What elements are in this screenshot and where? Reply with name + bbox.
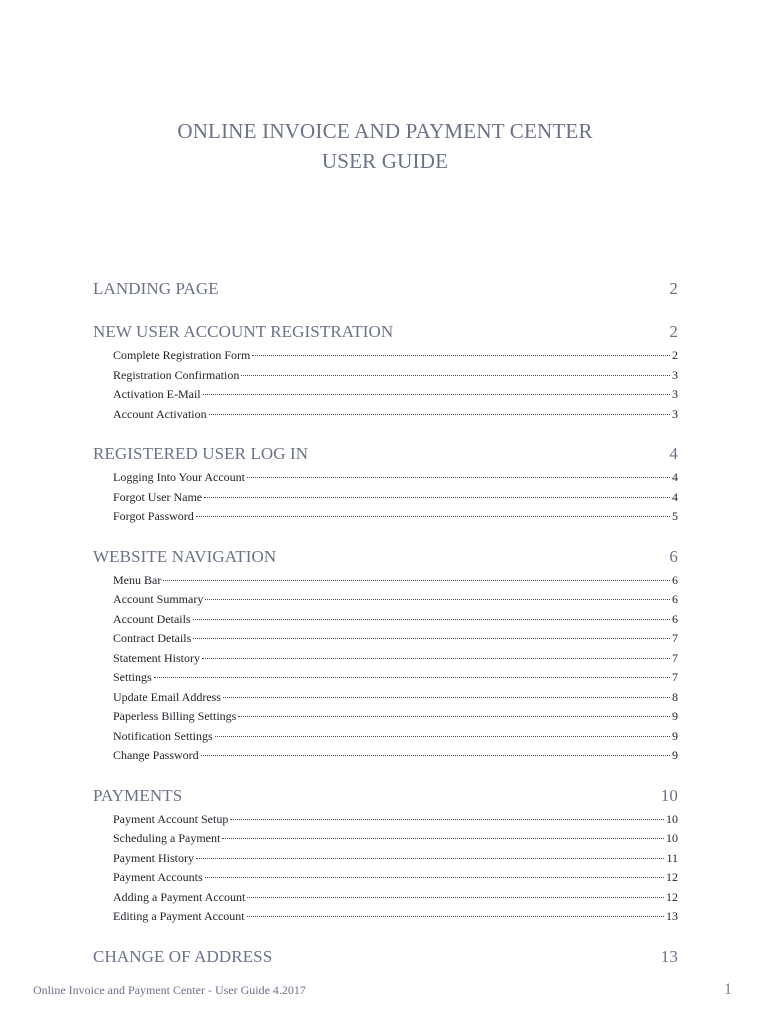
dot-leader xyxy=(241,375,670,376)
toc-section xyxy=(93,441,678,527)
dot-leader xyxy=(247,477,670,478)
dot-leader xyxy=(196,516,670,517)
toc-entry-label: Paperless Billing Settings xyxy=(113,709,237,723)
toc-entry-label: Forgot User Name xyxy=(113,489,203,504)
toc-entry-page: 3 xyxy=(672,367,678,382)
toc-entry[interactable] xyxy=(93,346,678,366)
toc-entry[interactable] xyxy=(93,629,678,649)
toc-section-title: NEW USER ACCOUNT REGISTRATION xyxy=(93,322,394,341)
toc-section-page: 2 xyxy=(669,322,678,341)
dot-leader xyxy=(196,858,664,859)
dot-leader xyxy=(202,658,670,659)
toc-entry[interactable] xyxy=(93,571,678,591)
dot-leader xyxy=(203,394,670,395)
toc-entry[interactable] xyxy=(93,829,678,849)
toc-entry-label: Contract Details xyxy=(113,631,192,645)
toc-entry-page: 7 xyxy=(672,631,678,645)
toc-entry[interactable] xyxy=(93,385,678,405)
toc-entry-page: 9 xyxy=(672,709,678,723)
toc-entry-label: Complete Registration Form xyxy=(113,348,251,362)
toc-entry[interactable] xyxy=(93,468,678,488)
toc-entry[interactable] xyxy=(93,590,678,610)
dot-leader xyxy=(205,877,664,878)
toc-entry-page: 11 xyxy=(666,850,678,865)
toc-entry-label: Adding a Payment Account xyxy=(113,889,246,904)
toc-section-page: 2 xyxy=(669,279,678,298)
toc-entry-page: 10 xyxy=(666,831,678,845)
toc-section-page: 13 xyxy=(660,946,678,966)
toc-section xyxy=(93,944,678,970)
dot-leader xyxy=(247,897,664,898)
toc-section-title: REGISTERED USER LOG IN xyxy=(93,444,309,463)
toc-entry-page: 4 xyxy=(672,470,678,484)
toc-entry-label: Statement History xyxy=(113,650,200,665)
toc-section xyxy=(93,783,678,927)
toc-entry-label: Account Details xyxy=(113,611,191,626)
toc-section-title: LANDING PAGE xyxy=(93,279,219,298)
toc-section-page: 10 xyxy=(660,785,678,805)
dot-leader xyxy=(215,736,670,737)
dot-leader xyxy=(252,355,670,356)
toc-entry-label: Update Email Address xyxy=(113,689,221,704)
toc-entry-label: Menu Bar xyxy=(113,572,162,587)
document-title-line-2: USER GUIDE xyxy=(321,149,449,173)
toc-section-heading[interactable] xyxy=(93,319,678,345)
toc-section-title: PAYMENTS xyxy=(93,785,183,805)
toc-entry[interactable] xyxy=(93,888,678,908)
toc-entry-page: 9 xyxy=(672,728,678,743)
toc-entry[interactable] xyxy=(93,868,678,888)
toc-entry-page: 10 xyxy=(666,811,678,826)
toc-entry[interactable] xyxy=(93,849,678,869)
toc-entry[interactable] xyxy=(93,405,678,425)
dot-leader xyxy=(209,414,670,415)
toc-entry-label: Notification Settings xyxy=(113,728,213,743)
dot-leader xyxy=(193,638,670,639)
toc-section xyxy=(93,544,678,766)
dot-leader xyxy=(223,697,670,698)
toc-entry[interactable] xyxy=(93,688,678,708)
toc-entry[interactable] xyxy=(93,668,678,688)
toc-section-heading[interactable] xyxy=(93,441,678,467)
toc-section-heading[interactable] xyxy=(93,276,678,302)
toc-entry-page: 5 xyxy=(672,509,678,523)
table-of-contents xyxy=(93,259,678,970)
toc-entry-label: Payment Account Setup xyxy=(113,811,229,826)
toc-entry-page: 3 xyxy=(672,406,678,421)
dot-leader xyxy=(193,619,670,620)
toc-section-heading[interactable] xyxy=(93,944,678,970)
toc-entry-label: Logging Into Your Account xyxy=(113,470,245,484)
toc-entry-label: Activation E-Mail xyxy=(113,387,201,401)
toc-entry-page: 12 xyxy=(666,889,678,904)
toc-entry-list xyxy=(93,571,678,766)
footer-page-number: 1 xyxy=(724,981,732,998)
toc-section-heading[interactable] xyxy=(93,783,678,809)
toc-entry-page: 2 xyxy=(672,348,678,362)
toc-entry-list xyxy=(93,468,678,527)
toc-section-page: 6 xyxy=(669,546,678,566)
toc-entry[interactable] xyxy=(93,366,678,386)
toc-entry-page: 6 xyxy=(672,572,678,587)
footer-text: Online Invoice and Payment Center - User Guide 4.2017 xyxy=(33,983,306,997)
toc-section-title: CHANGE OF ADDRESS xyxy=(93,946,273,966)
toc-entry-label: Account Summary xyxy=(113,592,204,606)
toc-entry-page: 7 xyxy=(672,670,678,684)
toc-section-title: WEBSITE NAVIGATION xyxy=(93,546,277,566)
toc-section xyxy=(93,276,678,302)
toc-section xyxy=(93,319,678,424)
toc-entry[interactable] xyxy=(93,610,678,630)
toc-entry[interactable] xyxy=(93,727,678,747)
dot-leader xyxy=(204,497,670,498)
toc-entry[interactable] xyxy=(93,507,678,527)
toc-section-heading[interactable] xyxy=(93,544,678,570)
dot-leader xyxy=(201,755,670,756)
dot-leader xyxy=(163,580,670,581)
dot-leader xyxy=(238,716,670,717)
toc-entry[interactable] xyxy=(93,707,678,727)
toc-entry-label: Forgot Password xyxy=(113,509,194,523)
dot-leader xyxy=(247,916,664,917)
toc-entry-list xyxy=(93,346,678,424)
toc-entry-page: 12 xyxy=(666,870,678,884)
toc-entry[interactable] xyxy=(93,907,678,927)
document-title-line-1: ONLINE INVOICE AND PAYMENT CENTER xyxy=(177,119,593,143)
toc-entry-page: 3 xyxy=(672,387,678,401)
toc-entry-page: 8 xyxy=(672,689,678,704)
toc-section-page: 4 xyxy=(669,444,678,463)
toc-entry[interactable] xyxy=(93,649,678,669)
toc-entry-label: Account Activation xyxy=(113,406,207,421)
toc-entry-page: 9 xyxy=(672,748,678,762)
toc-entry-label: Scheduling a Payment xyxy=(113,831,221,845)
dot-leader xyxy=(205,599,670,600)
toc-entry-page: 7 xyxy=(672,650,678,665)
dot-leader xyxy=(154,677,670,678)
toc-entry[interactable] xyxy=(93,810,678,830)
toc-entry-label: Payment History xyxy=(113,850,194,865)
dot-leader xyxy=(230,819,664,820)
toc-entry-label: Settings xyxy=(113,670,152,684)
toc-entry-list xyxy=(93,810,678,927)
toc-entry-page: 6 xyxy=(672,592,678,606)
toc-entry-page: 6 xyxy=(672,611,678,626)
toc-entry-label: Registration Confirmation xyxy=(113,367,240,382)
toc-entry[interactable] xyxy=(93,746,678,766)
dot-leader xyxy=(222,838,664,839)
toc-entry-page: 4 xyxy=(672,489,678,504)
document-title xyxy=(0,116,770,176)
toc-entry-page: 13 xyxy=(666,909,678,923)
toc-entry-label: Payment Accounts xyxy=(113,870,203,884)
toc-entry-label: Change Password xyxy=(113,748,199,762)
toc-entry[interactable] xyxy=(93,488,678,508)
toc-entry-label: Editing a Payment Account xyxy=(113,909,245,923)
